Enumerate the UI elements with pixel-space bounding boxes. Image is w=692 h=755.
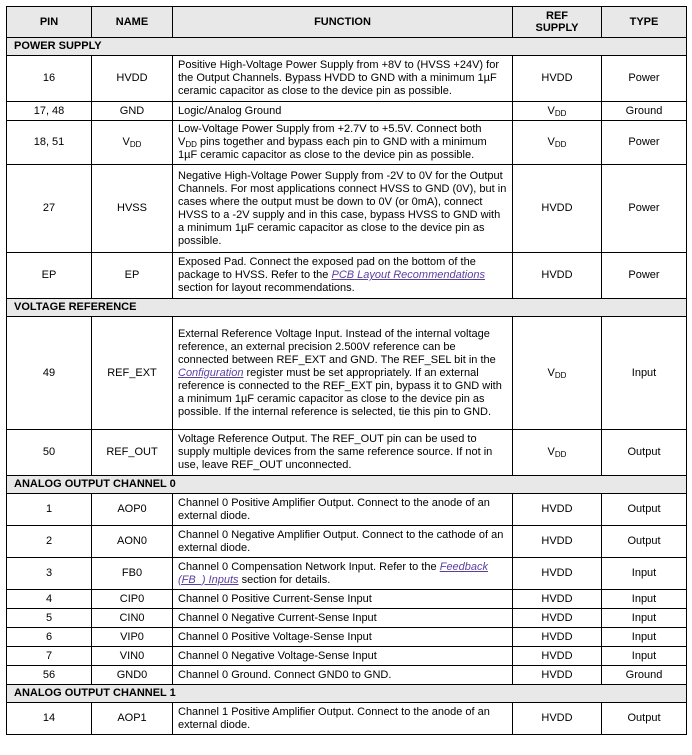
name-cell: AON0 bbox=[92, 526, 173, 558]
function-cell: Logic/Analog Ground bbox=[173, 102, 513, 121]
ref-supply-cell: HVDD bbox=[513, 609, 602, 628]
section-title: POWER SUPPLY bbox=[7, 38, 687, 56]
table-row bbox=[7, 703, 687, 735]
vdd-main: V bbox=[547, 366, 555, 379]
function-cell: Channel 0 Positive Amplifier Output. Connect to the anode of an external diode. bbox=[173, 494, 513, 526]
name-cell: CIN0 bbox=[92, 609, 173, 628]
name-cell: HVSS bbox=[92, 165, 173, 253]
function-cell bbox=[173, 558, 513, 590]
pin-cell: 3 bbox=[7, 558, 92, 590]
name-cell bbox=[92, 121, 173, 165]
function-cell: Channel 0 Negative Amplifier Output. Connect to the cathode of an external diode. bbox=[173, 526, 513, 558]
header-name: NAME bbox=[92, 7, 173, 38]
table-row bbox=[7, 494, 687, 526]
function-cell: Channel 0 Negative Current-Sense Input bbox=[173, 609, 513, 628]
table-row bbox=[7, 121, 687, 165]
ref-supply-cell: HVDD bbox=[513, 526, 602, 558]
type-cell: Output bbox=[602, 430, 687, 476]
pin-cell: 6 bbox=[7, 628, 92, 647]
ref-supply-cell: HVDD bbox=[513, 590, 602, 609]
name-cell: CIP0 bbox=[92, 590, 173, 609]
vdd-sub: DD bbox=[185, 140, 197, 149]
function-cell bbox=[173, 317, 513, 430]
configuration-link[interactable]: Configuration bbox=[178, 366, 244, 379]
section-row-power-supply bbox=[7, 38, 687, 56]
pin-cell: 5 bbox=[7, 609, 92, 628]
function-text: section for details. bbox=[241, 573, 331, 586]
ref-supply-cell: HVDD bbox=[513, 647, 602, 666]
vdd-main: V bbox=[547, 446, 555, 458]
pin-cell: 1 bbox=[7, 494, 92, 526]
name-cell: AOP1 bbox=[92, 703, 173, 735]
type-cell: Input bbox=[602, 647, 687, 666]
table-row bbox=[7, 317, 687, 430]
name-cell: AOP0 bbox=[92, 494, 173, 526]
function-text: Low-Voltage Power Supply from +2.7V to +5.5V. Connect both bbox=[178, 123, 482, 135]
header-type: TYPE bbox=[602, 7, 687, 38]
function-text: Exposed Pad. Connect the exposed pad on the bottom of the package to HVSS. Refer to the bbox=[178, 256, 476, 281]
pin-cell: 14 bbox=[7, 703, 92, 735]
type-cell: Power bbox=[602, 121, 687, 165]
type-cell: Power bbox=[602, 253, 687, 299]
function-cell bbox=[173, 121, 513, 165]
ref-supply-cell bbox=[513, 121, 602, 165]
ref-supply-cell: HVDD bbox=[513, 558, 602, 590]
ref-supply-cell bbox=[513, 317, 602, 430]
table-row bbox=[7, 647, 687, 666]
pin-cell: 27 bbox=[7, 165, 92, 253]
type-cell: Output bbox=[602, 494, 687, 526]
type-cell: Input bbox=[602, 609, 687, 628]
name-cell: VIN0 bbox=[92, 647, 173, 666]
header-row bbox=[7, 7, 687, 38]
table-row bbox=[7, 628, 687, 647]
function-cell: Channel 1 Positive Amplifier Output. Connect to the anode of an external diode. bbox=[173, 703, 513, 735]
ref-supply-cell: HVDD bbox=[513, 253, 602, 299]
name-cell: EP bbox=[92, 253, 173, 299]
type-cell: Output bbox=[602, 526, 687, 558]
ref-supply-cell: HVDD bbox=[513, 666, 602, 685]
function-cell: Channel 0 Positive Current-Sense Input bbox=[173, 590, 513, 609]
type-cell: Input bbox=[602, 317, 687, 430]
type-cell: Ground bbox=[602, 666, 687, 685]
pin-cell: 16 bbox=[7, 56, 92, 102]
vdd-sub: DD bbox=[554, 108, 567, 118]
function-text: register must be set appropriately. If an external reference is connected to the REF_EXT pin, bypass it to GND with a minimum 1µF ceramic capacitor as close to the device pin as possible. If the internal reference is selected, tie this pin to GND. bbox=[178, 366, 502, 418]
vdd-main: V bbox=[547, 104, 555, 117]
section-title: ANALOG OUTPUT CHANNEL 0 bbox=[7, 476, 687, 494]
section-title: VOLTAGE REFERENCE bbox=[7, 299, 687, 317]
name-cell: REF_OUT bbox=[92, 430, 173, 476]
type-cell: Power bbox=[602, 56, 687, 102]
table-row bbox=[7, 666, 687, 685]
vdd-sub: DD bbox=[554, 370, 567, 380]
type-cell: Input bbox=[602, 590, 687, 609]
pin-cell: 56 bbox=[7, 666, 92, 685]
pin-cell: 2 bbox=[7, 526, 92, 558]
header-function: FUNCTION bbox=[173, 7, 513, 38]
header-ref-supply-line2: SUPPLY bbox=[535, 22, 579, 34]
vdd-main: V bbox=[178, 136, 186, 148]
header-pin: PIN bbox=[7, 7, 92, 38]
name-cell: GND0 bbox=[92, 666, 173, 685]
function-text: pins together and bypass each pin to GND with a minimum 1µF ceramic capacitor as close to the device pin as possible. bbox=[178, 136, 487, 161]
pin-cell: 7 bbox=[7, 647, 92, 666]
ref-supply-cell: HVDD bbox=[513, 165, 602, 253]
table-row bbox=[7, 590, 687, 609]
header-ref-supply-line1: REF bbox=[546, 10, 568, 22]
ref-supply-cell bbox=[513, 102, 602, 121]
function-cell bbox=[173, 253, 513, 299]
function-cell: Positive High-Voltage Power Supply from +8V to (HVSS +24V) for the Output Channels. Bypass HVDD to GND with a minimum 1µF ceramic capacitor as close to the device pin as possible. bbox=[173, 56, 513, 102]
table-row bbox=[7, 526, 687, 558]
table-row bbox=[7, 430, 687, 476]
section-row-channel-0 bbox=[7, 476, 687, 494]
table-row bbox=[7, 102, 687, 121]
type-cell: Output bbox=[602, 703, 687, 735]
type-cell: Power bbox=[602, 165, 687, 253]
vdd-main: V bbox=[122, 136, 130, 148]
function-cell: Channel 0 Positive Voltage-Sense Input bbox=[173, 628, 513, 647]
pin-cell: EP bbox=[7, 253, 92, 299]
section-row-channel-1 bbox=[7, 685, 687, 703]
function-cell: Channel 0 Ground. Connect GND0 to GND. bbox=[173, 666, 513, 685]
vdd-sub: DD bbox=[554, 140, 567, 149]
feedback-inputs-link[interactable]: Feedback (FB_) Inputs bbox=[178, 560, 489, 586]
pin-cell: 17, 48 bbox=[7, 102, 92, 121]
ref-supply-cell: HVDD bbox=[513, 494, 602, 526]
name-cell: FB0 bbox=[92, 558, 173, 590]
table-row bbox=[7, 558, 687, 590]
pin-cell: 49 bbox=[7, 317, 92, 430]
pcb-layout-link[interactable]: PCB Layout Recommendations bbox=[331, 269, 485, 281]
function-cell: Negative High-Voltage Power Supply from -2V to 0V for the Output Channels. For most applications connect HVSS to GND (0V), but in cases where the output must be down to 0V (or 0mA), connect HVSS to a -2V supply and in this case, bypass HVSS to GND with a minimum 1µF ceramic capacitor as close to the device pin as possible. bbox=[173, 165, 513, 253]
function-text: section for layout recommendations. bbox=[178, 282, 355, 294]
type-cell: Ground bbox=[602, 102, 687, 121]
function-text: External Reference Voltage Input. Instead of the internal voltage reference, an external precision 2.500V reference can be connected between REF_EXT and GND. The REF_SEL bit in the bbox=[178, 327, 496, 366]
pin-cell: 4 bbox=[7, 590, 92, 609]
section-row-voltage-reference bbox=[7, 299, 687, 317]
ref-supply-cell: HVDD bbox=[513, 56, 602, 102]
table-row bbox=[7, 609, 687, 628]
table-row bbox=[7, 56, 687, 102]
pin-cell: 50 bbox=[7, 430, 92, 476]
section-title: ANALOG OUTPUT CHANNEL 1 bbox=[7, 685, 687, 703]
name-cell: REF_EXT bbox=[92, 317, 173, 430]
header-ref-supply bbox=[513, 7, 602, 38]
table-row bbox=[7, 165, 687, 253]
pin-cell: 18, 51 bbox=[7, 121, 92, 165]
type-cell: Input bbox=[602, 558, 687, 590]
vdd-sub: DD bbox=[129, 140, 142, 149]
name-cell: VIP0 bbox=[92, 628, 173, 647]
vdd-sub: DD bbox=[554, 450, 567, 459]
ref-supply-cell: HVDD bbox=[513, 703, 602, 735]
ref-supply-cell: HVDD bbox=[513, 628, 602, 647]
ref-supply-cell bbox=[513, 430, 602, 476]
name-cell: HVDD bbox=[92, 56, 173, 102]
name-cell: GND bbox=[92, 102, 173, 121]
function-cell: Voltage Reference Output. The REF_OUT pin can be used to supply multiple devices from the same reference source. If not in use, leave REF_OUT unconnected. bbox=[173, 430, 513, 476]
vdd-main: V bbox=[547, 136, 555, 148]
function-cell: Channel 0 Negative Voltage-Sense Input bbox=[173, 647, 513, 666]
pin-description-table bbox=[6, 6, 687, 735]
table-row bbox=[7, 253, 687, 299]
function-text: Channel 0 Compensation Network Input. Refer to the bbox=[178, 560, 437, 573]
type-cell: Input bbox=[602, 628, 687, 647]
